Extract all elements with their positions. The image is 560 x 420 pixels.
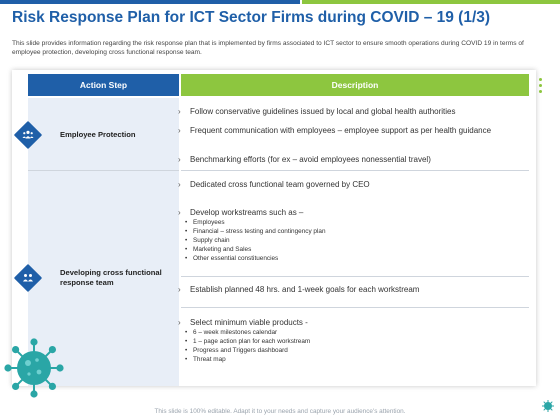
top-accent-blue (0, 0, 300, 4)
action-step-header: Action Step (28, 74, 179, 96)
row-separator (181, 276, 529, 277)
sub-list-item: • Progress and Triggers dashboard (185, 347, 288, 354)
sub-list-item: • Financial – stress testing and contingency plan (185, 228, 326, 235)
chevron-right-icon: › (178, 107, 181, 116)
step-label-cross-functional-team: Developing cross functional response team (60, 268, 162, 287)
chevron-right-icon: › (178, 155, 181, 164)
chevron-right-icon: › (178, 126, 181, 135)
sub-list-item: • Marketing and Sales (185, 246, 252, 253)
sub-list-item: • Employees (185, 219, 225, 226)
step-label-employee-protection: Employee Protection (60, 130, 136, 139)
top-accent-green (302, 0, 560, 4)
decorative-dots (539, 78, 542, 96)
sub-list-item: • 1 – page action plan for each workstream (185, 338, 311, 345)
chevron-right-icon: › (178, 318, 181, 327)
chevron-right-icon: › (178, 285, 181, 294)
slide-title: Risk Response Plan for ICT Sector Firms during COVID – 19 (1/3) (12, 9, 491, 26)
sub-list-item: • Threat map (185, 356, 226, 363)
sub-list-item: • Other essential constituencies (185, 255, 279, 262)
footer-note: This slide is 100% editable. Adapt it to your needs and capture your audience's attention. (154, 408, 406, 415)
row-separator (181, 170, 529, 171)
slide-subtitle: This slide provides information regarding the risk response plan that is implemented by firms associated to ICT sector to ensure smooth operations during COVID 19 in terms of employee protection, developing cross functional response team. (12, 40, 524, 56)
sub-list-item: • Supply chain (185, 237, 230, 244)
row-separator (28, 170, 179, 171)
people-icon (18, 125, 38, 145)
top-accent-bar (0, 0, 560, 4)
team-icon (18, 268, 38, 288)
sub-list-item: • 6 – week milestones calendar (185, 329, 278, 336)
chevron-right-icon: › (178, 208, 181, 217)
description-header: Description (181, 74, 529, 96)
virus-icon (4, 338, 64, 403)
chevron-right-icon: › (178, 180, 181, 189)
row-separator (181, 307, 529, 308)
